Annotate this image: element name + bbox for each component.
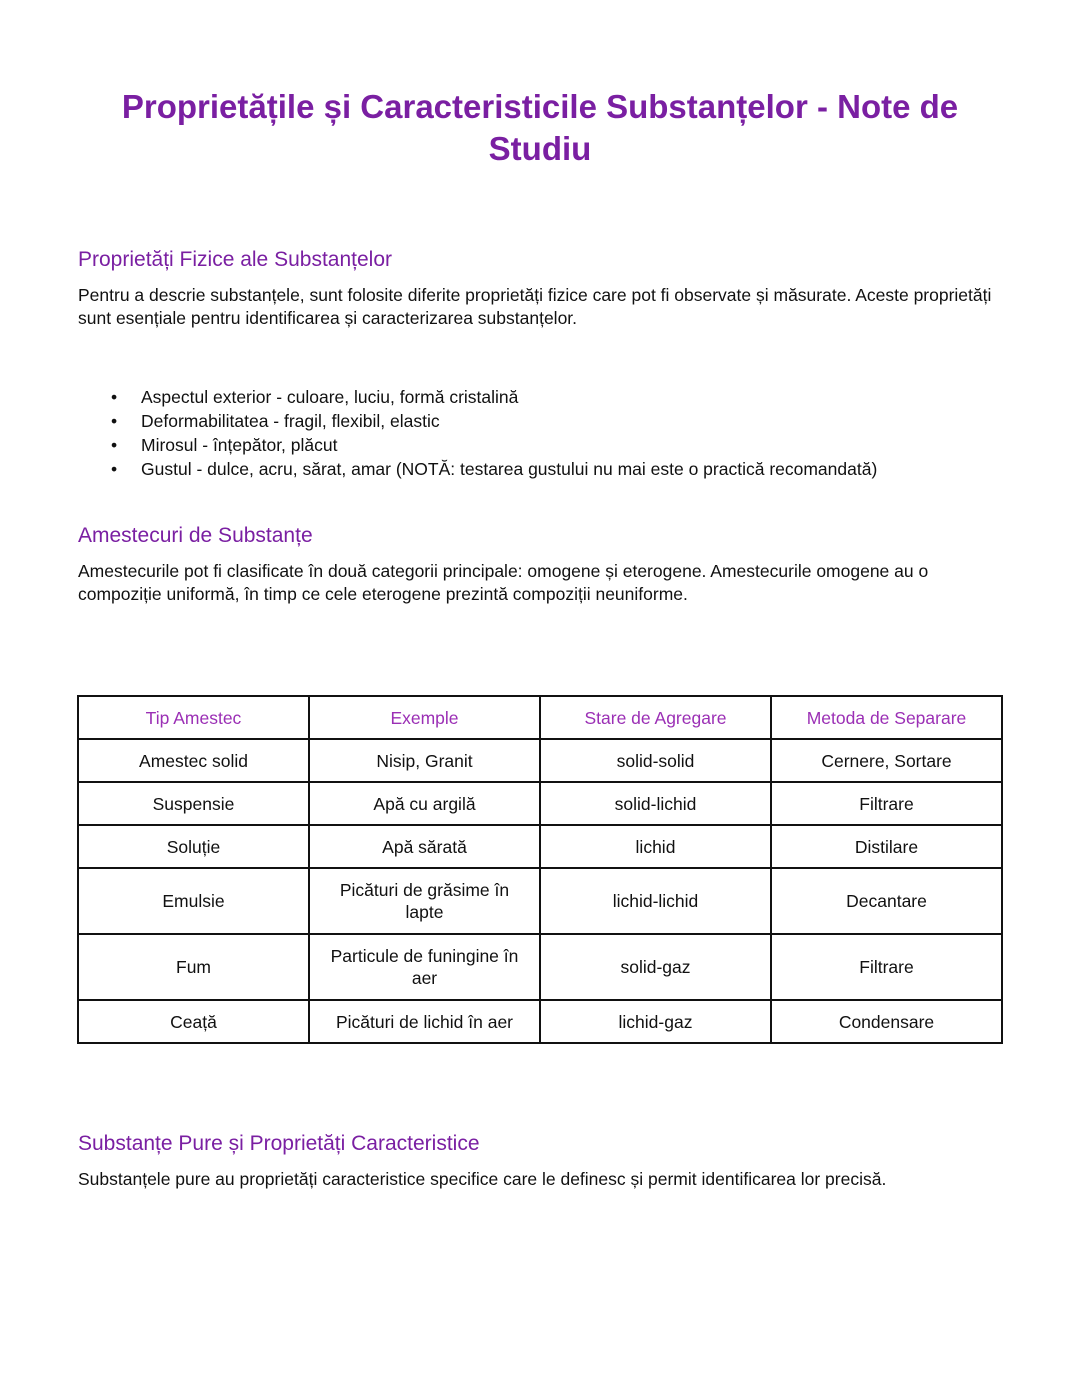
list-item: [78, 457, 1018, 481]
table-cell: Cernere, Sortare: [771, 739, 1002, 782]
list-item-text: Mirosul - înțepător, plăcut: [141, 435, 338, 455]
table-row: [78, 782, 1002, 825]
bullet-icon: •: [111, 387, 118, 407]
table-cell: lichid: [540, 825, 771, 868]
table-cell: Nisip, Granit: [309, 739, 540, 782]
column-header-state: Stare de Agregare: [540, 696, 771, 739]
table-cell: Emulsie: [78, 868, 309, 934]
section-paragraph-pure-substances: Substanțele pure au proprietăți caracteristice specifice care le definesc și permit identificarea lor precisă.: [78, 1169, 887, 1189]
table-cell: Amestec solid: [78, 739, 309, 782]
table-row: [78, 868, 1002, 934]
table-cell: Apă sărată: [309, 825, 540, 868]
table-cell: solid-solid: [540, 739, 771, 782]
table-cell: Fum: [78, 934, 309, 1000]
mixtures-table: [77, 695, 1003, 1044]
list-item-text: Aspectul exterior - culoare, luciu, formă cristalină: [141, 387, 519, 407]
table-cell: solid-lichid: [540, 782, 771, 825]
table-row: [78, 739, 1002, 782]
table-cell: Picături de lichid în aer: [309, 1000, 540, 1043]
section-paragraph-physical-properties: Pentru a descrie substanțele, sunt folosite diferite proprietăți fizice care pot fi observate și măsurate. Aceste proprietăți sunt esențiale pentru identificarea și caracterizarea substanțelor.: [78, 285, 992, 328]
table-cell: Ceață: [78, 1000, 309, 1043]
table-cell: Condensare: [771, 1000, 1002, 1043]
section-heading-mixtures: Amestecuri de Substanțe: [78, 524, 313, 547]
table-cell: Picături de grăsime în lapte: [309, 868, 540, 934]
table-row: [78, 1000, 1002, 1043]
bullet-icon: •: [111, 435, 118, 455]
table-cell: solid-gaz: [540, 934, 771, 1000]
table-row: [78, 825, 1002, 868]
bullet-icon: •: [111, 411, 118, 431]
table-cell: lichid-lichid: [540, 868, 771, 934]
column-header-examples: Exemple: [309, 696, 540, 739]
section-heading-pure-substances: Substanțe Pure și Proprietăți Caracteristice: [78, 1132, 480, 1155]
page-title: Proprietățile și Caracteristicile Substanțelor - Note de Studiu: [121, 88, 959, 167]
table-cell: Decantare: [771, 868, 1002, 934]
table-cell: Filtrare: [771, 782, 1002, 825]
list-item: [78, 433, 1018, 457]
table-cell: Filtrare: [771, 934, 1002, 1000]
section-paragraph-mixtures: Amestecurile pot fi clasificate în două categorii principale: omogene și eterogene. Amestecurile omogene au o compoziție uniformă, în timp ce cele eterogene prezintă compoziții neuniforme.: [78, 561, 929, 604]
column-header-separation-method: Metoda de Separare: [771, 696, 1002, 739]
list-item-text: Gustul - dulce, acru, sărat, amar (NOTĂ: testarea gustului nu mai este o practică recomandată): [141, 459, 878, 479]
table-cell: Suspensie: [78, 782, 309, 825]
bullet-icon: •: [111, 459, 118, 479]
section-heading-physical-properties: Proprietăți Fizice ale Substanțelor: [78, 248, 392, 271]
properties-bullet-list: [78, 385, 1018, 481]
table-header-row: [78, 696, 1002, 739]
list-item-text: Deformabilitatea - fragil, flexibil, elastic: [141, 411, 440, 431]
table-cell: lichid-gaz: [540, 1000, 771, 1043]
list-item: [78, 409, 1018, 433]
list-item: [78, 385, 1018, 409]
table-cell: Particule de funingine în aer: [309, 934, 540, 1000]
column-header-mixture-type: Tip Amestec: [78, 696, 309, 739]
table-cell: Distilare: [771, 825, 1002, 868]
table-cell: Apă cu argilă: [309, 782, 540, 825]
table-cell: Soluție: [78, 825, 309, 868]
table-row: [78, 934, 1002, 1000]
